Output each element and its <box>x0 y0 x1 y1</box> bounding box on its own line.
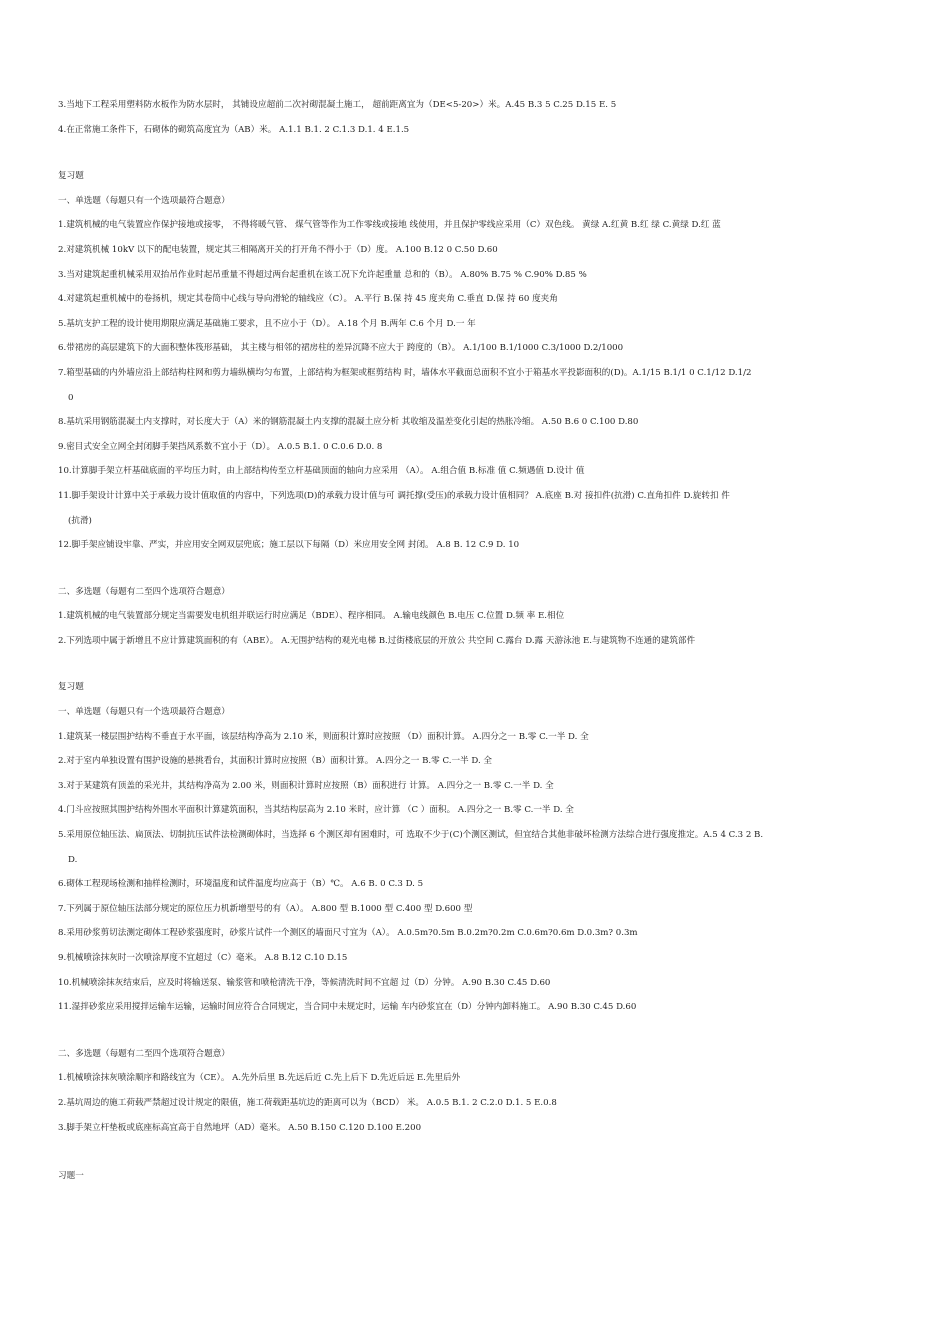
review-section-2 <box>58 681 898 1133</box>
question-item: 1.建筑机械的电气装置应作保护接地或接零， 不得将暖气管、 煤气管等作为工作零线或接地 线使用，并且保护零线应采用（C）双色线。 黄绿 A.红黄 B.红 绿 C.黄绿 D.红 蓝 <box>58 220 721 231</box>
question-text-continued: D. <box>68 854 78 865</box>
question-item: 3.脚手架立杆垫板或底座标高宜高于自然地坪（AD）毫米。 A.50 B.150 C.120 D.100 E.200 <box>58 1122 422 1133</box>
block-continuation <box>58 99 898 136</box>
review-section-1 <box>58 170 898 647</box>
question-text-continued: (抗滑) <box>68 515 92 526</box>
question-item: 10.机械喷涂抹灰结束后，应及时将输送泵、输浆管和喷枪清洗干净，等候清洗时间不宜超 过（D）分钟。 A.90 B.30 C.45 D.60 <box>58 977 551 988</box>
question-item: 9.密目式安全立网全封闭脚手架挡风系数不宜小于（D）。 A.0.5 B.1. 0 C.0.6 D.0. 8 <box>58 441 383 452</box>
question-item: 1.建筑机械的电气装置部分规定当需要发电机组并联运行时应满足（BDE）、程序相同。 A.输电线颜色 B.电压 C.位置 D.频 率 E.相位 <box>58 611 565 622</box>
question-item: 9.机械喷涂抹灰时一次喷涂厚度不宜超过（C）毫米。 A.8 B.12 C.10 D.15 <box>58 953 348 963</box>
footer-section-title: 习题一 <box>58 1171 84 1182</box>
question-item: 8.采用砂浆剪切法测定砌体工程砂浆强度时，砂浆片试件一个测区的墙面尺寸宜为（A）。 A.0.5m?0.5m B.0.2m?0.2m C.0.6m?0.6m D.0.3m? 0.3m <box>58 928 638 939</box>
question-item: 2.对于室内单独设置有围护设施的悬挑看台，其面积计算时应按照（B）面积计算。 A.四分之一 B.零 C.一半 D. 全 <box>58 756 493 767</box>
question-item: 10.计算脚手架立杆基础底面的平均压力时，由上部结构传至立杆基础顶面的轴向力应采用 （A）。 A.组合值 B.标准 值 C.频遇值 D.设计 值 <box>58 466 585 477</box>
question-item: 1.建筑某一楼层围护结构不垂直于水平面，该层结构净高为 2.10 米，则面积计算时应按照 （D）面积计算。 A.四分之一 B.零 C.一半 D. 全 <box>58 731 589 742</box>
multi-choice-heading: 二、多选题（每题有二至四个选项符合题意） <box>58 586 230 597</box>
question-item: 8.基坑采用钢筋混凝土内支撑时，对长度大于（A）米的钢筋混凝土内支撑的混凝土应分析 其收缩及温差变化引起的热胀冷缩。 A.50 B.6 0 C.100 D.80 <box>58 417 639 428</box>
question-item: 3.当地下工程采用塑料防水板作为防水层时， 其铺设应超前二次衬砌混凝土施工， 超前距离宜为（DE<5-20>）米。A.45 B.3 5 C.25 D.15 E. 5 <box>58 100 617 110</box>
question-item: 11.湿拌砂浆应采用搅拌运输车运输，运输时间应符合合同规定，当合同中未规定时，运输 车内砂浆宜在（D）分钟内卸料施工。 A.90 B.30 C.45 D.60 <box>58 1002 637 1013</box>
question-item <box>58 829 898 866</box>
document-page <box>58 99 898 1182</box>
question-item: 1.机械喷涂抹灰喷涂顺序和路线宜为（CE）。 A.先外后里 B.先远后近 C.先上后下 D.先近后远 E.先里后外 <box>58 1073 461 1084</box>
question-item: 4.对建筑起重机械中的卷扬机，规定其卷筒中心线与导向滑轮的轴线应（C）。 A.平行 B.保 持 45 度夹角 C.垂直 D.保 持 60 度夹角 <box>58 294 558 305</box>
question-item: 2.基坑周边的施工荷载严禁超过设计规定的限值，施工荷载距基坑边的距离可以为（BCD） 米。 A.0.5 B.1. 2 C.2.0 D.1. 5 E.0.8 <box>58 1097 557 1108</box>
question-item: 4.门斗应按照其围护结构外围水平面积计算建筑面积，当其结构层高为 2.10 米时，应计算 （C ）面积。 A.四分之一 B.零 C.一半 D. 全 <box>58 805 574 816</box>
single-choice-heading: 一、单选题（每题只有一个选项最符合题意） <box>58 195 230 206</box>
question-item: 2.对建筑机械 10kV 以下的配电装置，规定其三相隔离开关的打开角不得小于（D）度。 A.100 B.12 0 C.50 D.60 <box>58 244 498 255</box>
question-item: 3.对于某建筑有顶盖的采光井，其结构净高为 2.00 米，则面积计算时应按照（B）面积进行 计算。 A.四分之一 B.零 C.一半 D. 全 <box>58 780 554 791</box>
question-text: 7.箱型基础的内外墙应沿上部结构柱网和剪力墙纵横均匀布置，上部结构为框架或框剪结构 时，墙体水平截面总面积不宜小于箱基水平投影面积的(D)。A.1/15 B.1/1 0 C.1/12 D.1/2 <box>58 367 752 378</box>
question-text: 11.脚手架设计计算中关于承载力设计值取值的内容中，下列选项(D)的承载力设计值与可 调托撑(受压)的承载力设计值相同？ A.底座 B.对 接扣件(抗滑) C.直角扣件 D.旋转扣 件 <box>58 490 730 501</box>
question-item: 3.当对建筑起重机械采用双抬吊作业时起吊重量不得超过两台起重机在该工况下允许起重量 总和的（B）。 A.80% B.75 % C.90% D.85 % <box>58 269 587 280</box>
question-item: 6.砌体工程现场检测和抽样检测时，环境温度和试件温度均应高于（B）℃。 A.6 B. 0 C.3 D. 5 <box>58 879 424 890</box>
question-item: 12.脚手架应铺设牢靠、严实，并应用安全网双层兜底；施工层以下每隔（D）米应用安全网 封闭。 A.8 B. 12 C.9 D. 10 <box>58 540 520 551</box>
question-item: 2.下列选项中属于新增且不应计算建筑面积的有（ABE）。 A.无围护结构的观光电梯 B.过街楼底层的开放公 共空间 C.露台 D.露 天游泳池 E.与建筑物不连通的建筑部件 <box>58 635 696 646</box>
multi-choice-heading: 二、多选题（每题有二至四个选项符合题意） <box>58 1048 230 1059</box>
question-item: 7.下列属于原位轴压法部分规定的原位压力机新增型号的有（A）。 A.800 型 B.1000 型 C.400 型 D.600 型 <box>58 903 473 914</box>
question-item <box>58 367 898 404</box>
question-item: 4.在正常施工条件下，石砌体的砌筑高度宜为（AB）米。 A.1.1 B.1. 2 C.1.3 D.1. 4 E.1.5 <box>58 124 410 135</box>
question-text: 5.采用原位轴压法、扁顶法、切制抗压试件法检测砌体时，当选择 6 个测区却有困难时，可 选取不少于(C)个测区测试，但宜结合其他非破坏检测方法综合进行强度推定。A.5 4 C.3 2 B. <box>58 830 764 841</box>
question-text-continued: 0 <box>68 392 74 403</box>
section-title: 复习题 <box>58 171 84 182</box>
question-item: 6.带裙房的高层建筑下的大面积整体筏形基础， 其主楼与相邻的裙房柱的差异沉降不应大于 跨度的（B）。 A.1/100 B.1/1000 C.3/1000 D.2/1000 <box>58 343 624 354</box>
section-title: 复习题 <box>58 682 84 693</box>
question-item <box>58 490 898 527</box>
question-item: 5.基坑支护工程的设计使用期限应满足基础施工要求，且不应小于（D）。 A.18 个月 B.两年 C.6 个月 D.一 年 <box>58 318 476 329</box>
single-choice-heading: 一、单选题（每题只有一个选项最符合题意） <box>58 707 230 718</box>
